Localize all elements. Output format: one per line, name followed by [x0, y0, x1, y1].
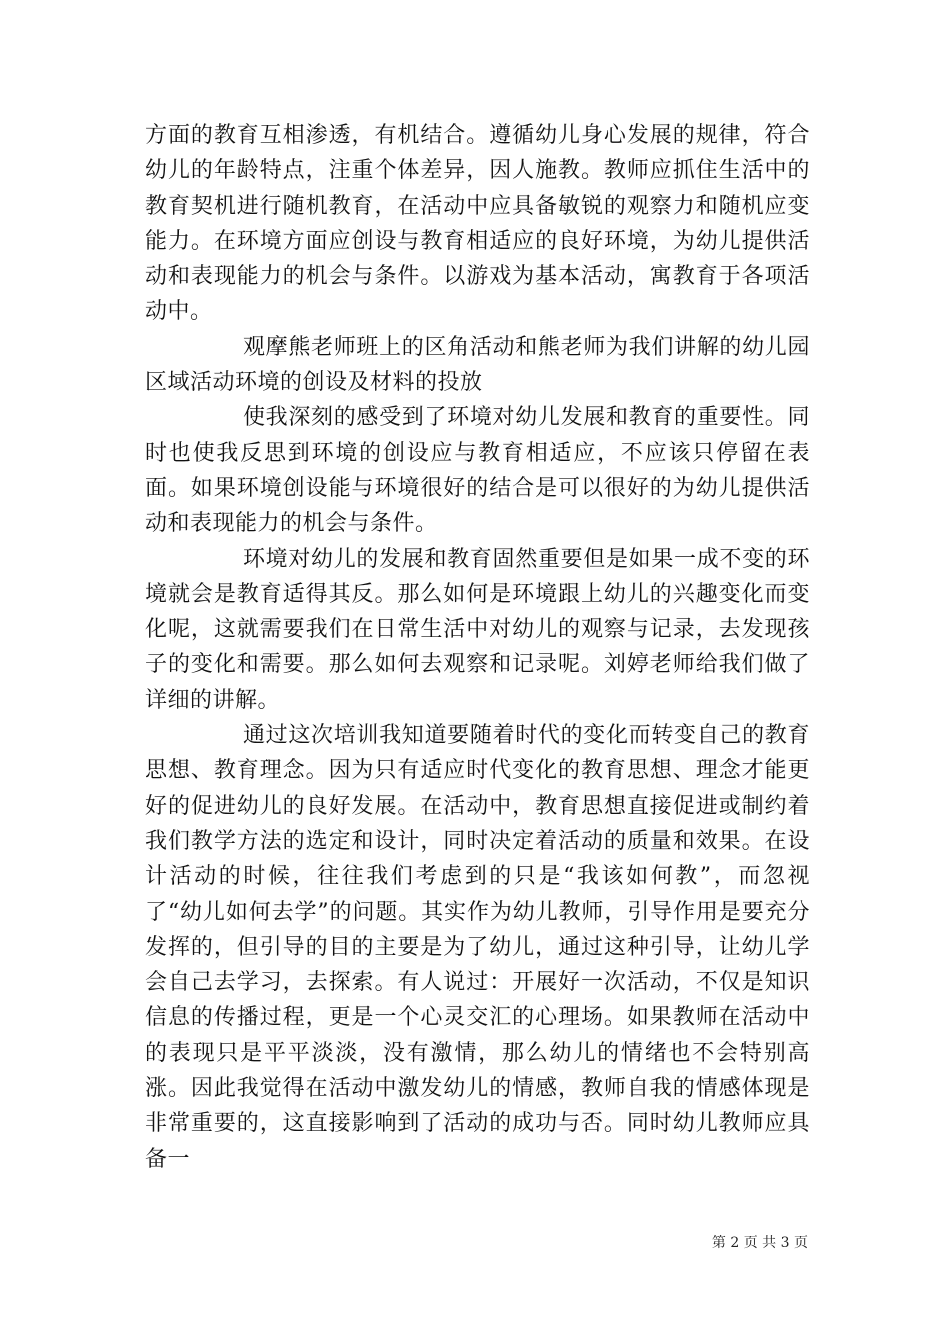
document-body — [145, 118, 810, 1177]
paragraph-environment-importance: 使我深刻的感受到了环境对幼儿发展和教育的重要性。同时也使我反思到环境的创设应与教育相适应，不应该只停留在表面。如果环境创设能与环境很好的结合是可以很好的为幼儿提供活动和表现能力的机会与条件。 — [145, 405, 810, 537]
page-number: 第 2 页 共 3 页 — [711, 1235, 808, 1251]
paragraph-observation: 观摩熊老师班上的区角活动和熊老师为我们讲解的幼儿园区域活动环境的创设及材料的投放 — [145, 334, 810, 396]
paragraph-observation-records: 环境对幼儿的发展和教育固然重要但是如果一成不变的环境就会是教育适得其反。那么如何是环境跟上幼儿的兴趣变化而变化呢，这就需要我们在日常生活中对幼儿的观察与记录，去发现孩子的变化和需要。那么如何去观察和记录呢。刘婷老师给我们做了详细的讲解。 — [145, 546, 810, 713]
paragraph-training-reflection: 通过这次培训我知道要随着时代的变化而转变自己的教育思想、教育理念。因为只有适应时代变化的教育思想、理念才能更好的促进幼儿的良好发展。在活动中，教育思想直接促进或制约着我们教学方法的选定和设计，同时决定着活动的质量和效果。在设计活动的时候，往往我们考虑到的只是“我该如何教”，而忽视了“幼儿如何去学”的问题。其实作为幼儿教师，引导作用是要充分发挥的，但引导的目的主要是为了幼儿，通过这种引导，让幼儿学会自己去学习，去探索。有人说过：开展好一次活动，不仅是知识信息的传播过程，更是一个心灵交汇的心理场。如果教师在活动中的表现只是平平淡淡，没有激情，那么幼儿的情绪也不会特别高涨。因此我觉得在活动中激发幼儿的情感，教师自我的情感体现是非常重要的，这直接影响到了活动的成功与否。同时幼儿教师应具备一 — [145, 723, 810, 1172]
paragraph-continuation: 方面的教育互相渗透，有机结合。遵循幼儿身心发展的规律，符合幼儿的年龄特点，注重个体差异，因人施教。教师应抓住生活中的教育契机进行随机教育，在活动中应具备敏锐的观察力和随机应变能力。在环境方面应创设与教育相适应的良好环境，为幼儿提供活动和表现能力的机会与条件。以游戏为基本活动，寓教育于各项活动中。 — [145, 123, 810, 325]
